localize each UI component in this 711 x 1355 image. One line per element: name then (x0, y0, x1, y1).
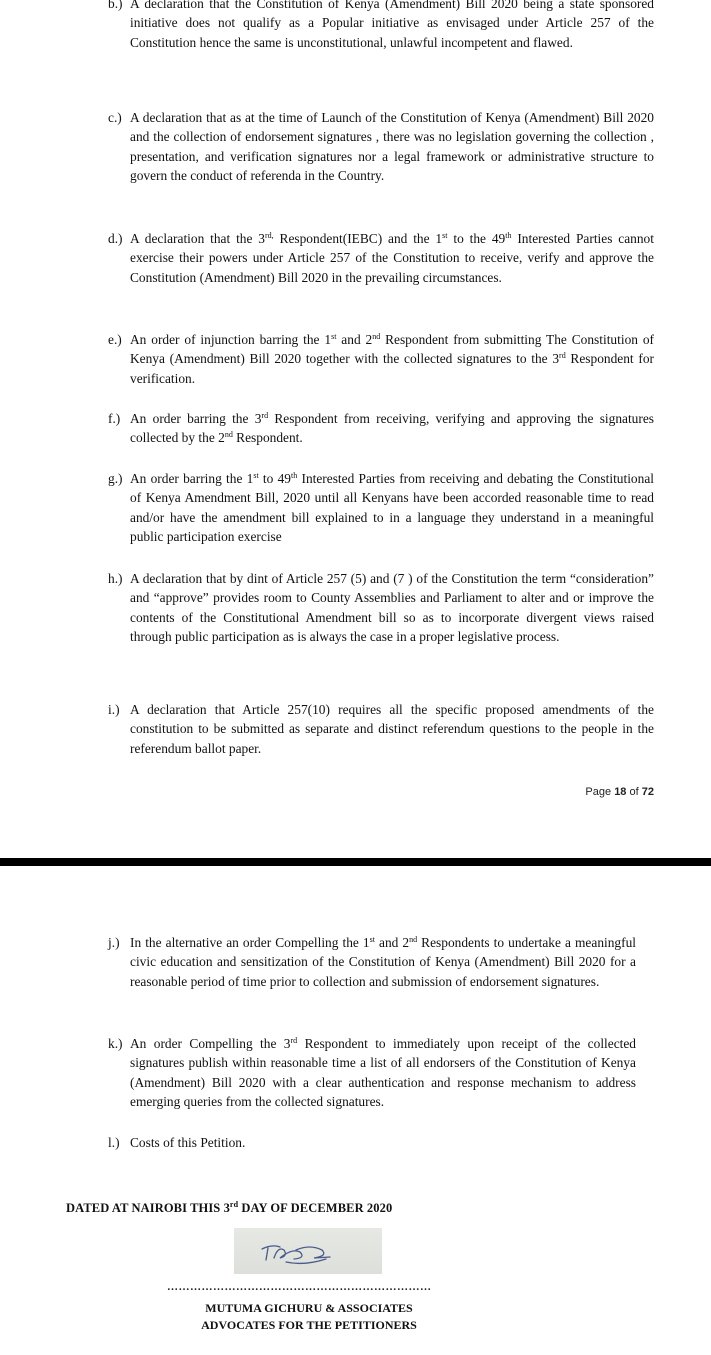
signature-scribble (234, 1228, 382, 1274)
prayer-label: j.) (108, 935, 120, 950)
firm-role: ADVOCATES FOR THE PETITIONERS (201, 1318, 417, 1332)
prayer-text: An order barring the 3rd Respondent from receiving, verifying and approving the signatures collected by the 2nd Respondent. (130, 411, 654, 446)
prayer-d (108, 229, 654, 287)
prayer-h (108, 569, 654, 646)
firm-name: MUTUMA GICHURU & ASSOCIATES (205, 1301, 413, 1315)
prayer-f (108, 409, 654, 448)
prayer-label: b.) (108, 0, 123, 11)
prayer-text: A declaration that Article 257(10) requires all the specific proposed amendments of the constitution to be submitted as separate and distinct referendum questions to the people in the referendum ballot paper. (130, 702, 654, 756)
prayer-label: f.) (108, 411, 121, 426)
dated-line: DATED AT NAIROBI THIS 3rd DAY OF DECEMBER 2020 (66, 1200, 393, 1215)
prayer-text: Costs of this Petition. (130, 1135, 246, 1150)
prayer-text: An order Compelling the 3rd Respondent to immediately upon receipt of the collected signatures publish within reasonable time a list of all endorsers of the Constitution of Kenya (Amendment) Bill 2020 with a clear authentication and response mechanism to address emerging queries from the collected signatures. (130, 1036, 637, 1109)
prayer-label: g.) (108, 471, 123, 486)
prayer-text: An order barring the 1st to 49th Interested Parties from receiving and debating the Constitutional of Kenya Amendment Bill, 2020 until all Kenyans have been accorded reasonable time to read and/or have the amendment bill explained to in a language they understand in a meaningful public participation exercise (130, 471, 654, 544)
prayer-text: An order of injunction barring the 1st and 2nd Respondent from submitting The Constitution of Kenya (Amendment) Bill 2020 together with the collected signatures to the 3rd Respondent for verification. (130, 332, 654, 386)
prayer-text: A declaration that by dint of Article 257 (5) and (7 ) of the Constitution the term “consideration” and “approve” provides room to County Assemblies and Parliament to alter and or improve the contents of the Constitutional Amendment bill so as to incorporate divergent views raised through public participation as is always the case in a proper legislative process. (130, 571, 654, 644)
prayer-label: h.) (108, 571, 123, 586)
prayer-label: k.) (108, 1036, 123, 1051)
prayer-label: e.) (108, 332, 122, 347)
prayer-k (108, 1034, 636, 1111)
prayer-i (108, 700, 654, 758)
prayer-text: In the alternative an order Compelling the 1st and 2nd Respondents to undertake a meaningful civic education and sensitization of the Constitution of Kenya (Amendment) Bill 2020 for a reasonable period of time prior to collection and submission of endorsement signatures. (130, 935, 636, 989)
prayer-j (108, 933, 636, 991)
page-number: Page 18 of 72 (585, 786, 654, 798)
signature-line: …………………………………………………………… (167, 1281, 432, 1293)
prayer-l (108, 1133, 636, 1152)
prayer-label: d.) (108, 231, 123, 246)
page-divider (0, 858, 711, 866)
prayer-label: c.) (108, 110, 122, 125)
prayer-b (108, 0, 654, 52)
prayer-label: l.) (108, 1135, 120, 1150)
prayer-text: A declaration that the $3^{rd,}$ Respondent(IEBC) and the 1st to the 49th Interested Parties cannot exercise their powers under Article 257 of the Constitution to receive, verify and approve the Constitution (Amendment) Bill 2020 in the prevailing circumstances. (130, 231, 654, 285)
prayer-e (108, 330, 654, 388)
prayer-label: i.) (108, 702, 120, 717)
prayer-text: A declaration that the Constitution of Kenya (Amendment) Bill 2020 being a state sponsored initiative does not qualify as a Popular initiative as envisaged under Article 257 of the Constitution hence the same is unconstitutional, unlawful incompetent and flawed. (130, 0, 654, 50)
prayer-c (108, 108, 654, 185)
signature-image (234, 1228, 382, 1274)
prayer-text: A declaration that as at the time of Launch of the Constitution of Kenya (Amendment) Bill 2020 and the collection of endorsement signatures , there was no legislation governing the collection , presentation, and verification signatures nor a legal framework or administrative structure to govern the conduct of referenda in the Country. (130, 110, 654, 183)
prayer-g (108, 469, 654, 546)
